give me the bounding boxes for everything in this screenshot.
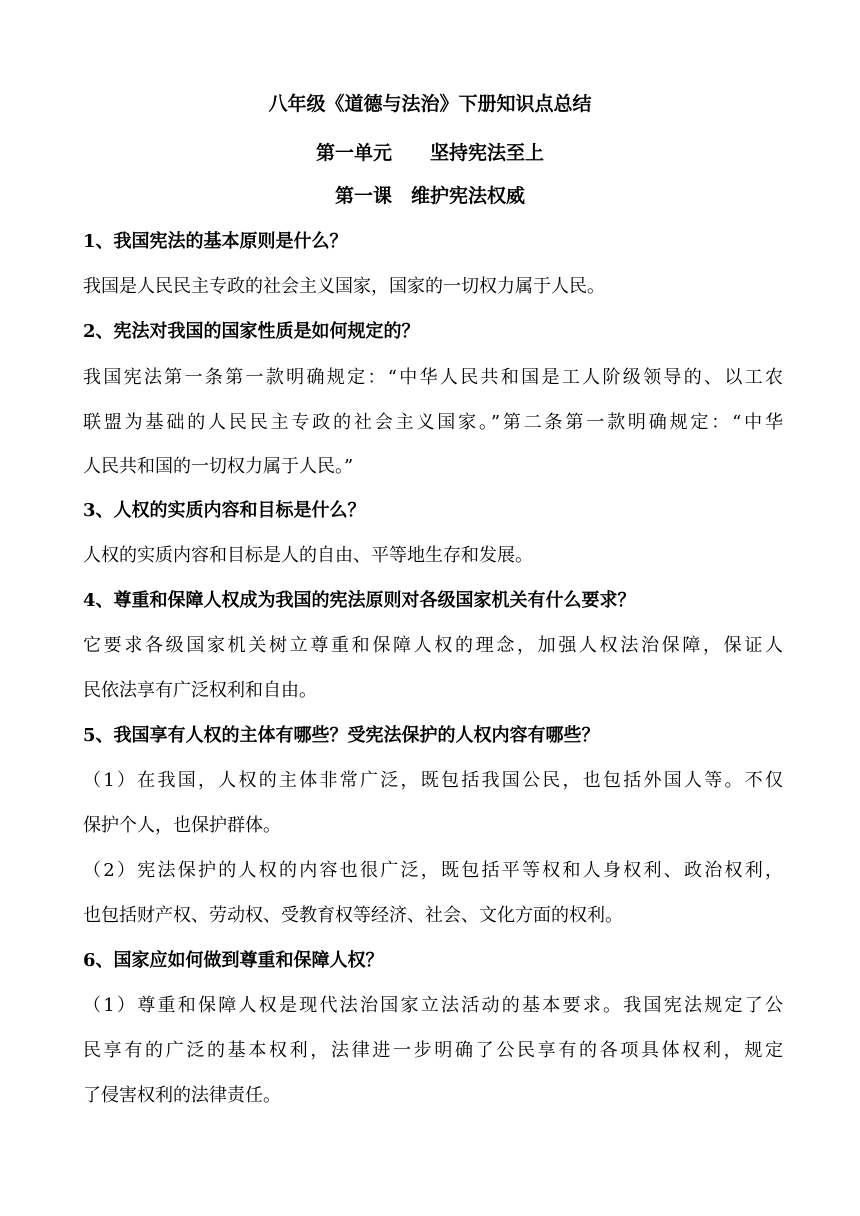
answer-2-line-2: 联盟为基础的人民民主专政的社会主义国家。”第二条第一款明确规定：“中华 [83,412,783,433]
unit-heading: 第一单元 坚持宪法至上 [315,142,544,164]
question-4: 4、尊重和保障人权成为我国的宪法原则对各级国家机关有什么要求？ [83,590,636,611]
answer-4-line-2: 民依法享有广泛权利和自由。 [83,680,317,701]
answer-6-line-2: 民享有的广泛的基本权利，法律进一步明确了公民享有的各项具体权利，规定 [83,1040,783,1061]
document-title: 八年级《道德与法治》下册知识点总结 [268,93,592,115]
answer-5-line-2: 保护个人，也保护群体。 [83,815,281,836]
question-3: 3、人权的实质内容和目标是什么？ [83,500,366,521]
answer-4-line-1: 它要求各级国家机关树立尊重和保障人权的理念，加强人权法治保障，保证人 [83,635,783,656]
answer-5-line-3: （2）宪法保护的人权的内容也很广泛，既包括平等权和人身权利、政治权利， [83,860,783,881]
answer-5-line-1: （1）在我国，人权的主体非常广泛，既包括我国公民，也包括外国人等。不仅 [83,770,783,791]
question-1: 1、我国宪法的基本原则是什么？ [83,231,348,252]
question-6: 6、国家应如何做到尊重和保障人权？ [83,950,384,971]
question-2: 2、宪法对我国的国家性质是如何规定的？ [83,321,420,342]
answer-1: 我国是人民民主专政的社会主义国家，国家的一切权力属于人民。 [83,276,605,297]
answer-3: 人权的实质内容和目标是人的自由、平等地生存和发展。 [83,545,533,566]
answer-6-line-1: （1）尊重和保障人权是现代法治国家立法活动的基本要求。我国宪法规定了公 [83,995,783,1016]
answer-5-line-4: 也包括财产权、劳动权、受教育权等经济、社会、文化方面的权利。 [83,905,623,926]
question-5: 5、我国享有人权的主体有哪些？受宪法保护的人权内容有哪些？ [83,725,600,746]
lesson-heading: 第一课 维护宪法权威 [334,185,525,207]
answer-2-line-1: 我国宪法第一条第一款明确规定：“中华人民共和国是工人阶级领导的、以工农 [83,367,783,388]
answer-6-line-3: 了侵害权利的法律责任。 [83,1085,281,1106]
answer-2-line-3: 人民共和国的一切权力属于人民。” [83,456,354,477]
